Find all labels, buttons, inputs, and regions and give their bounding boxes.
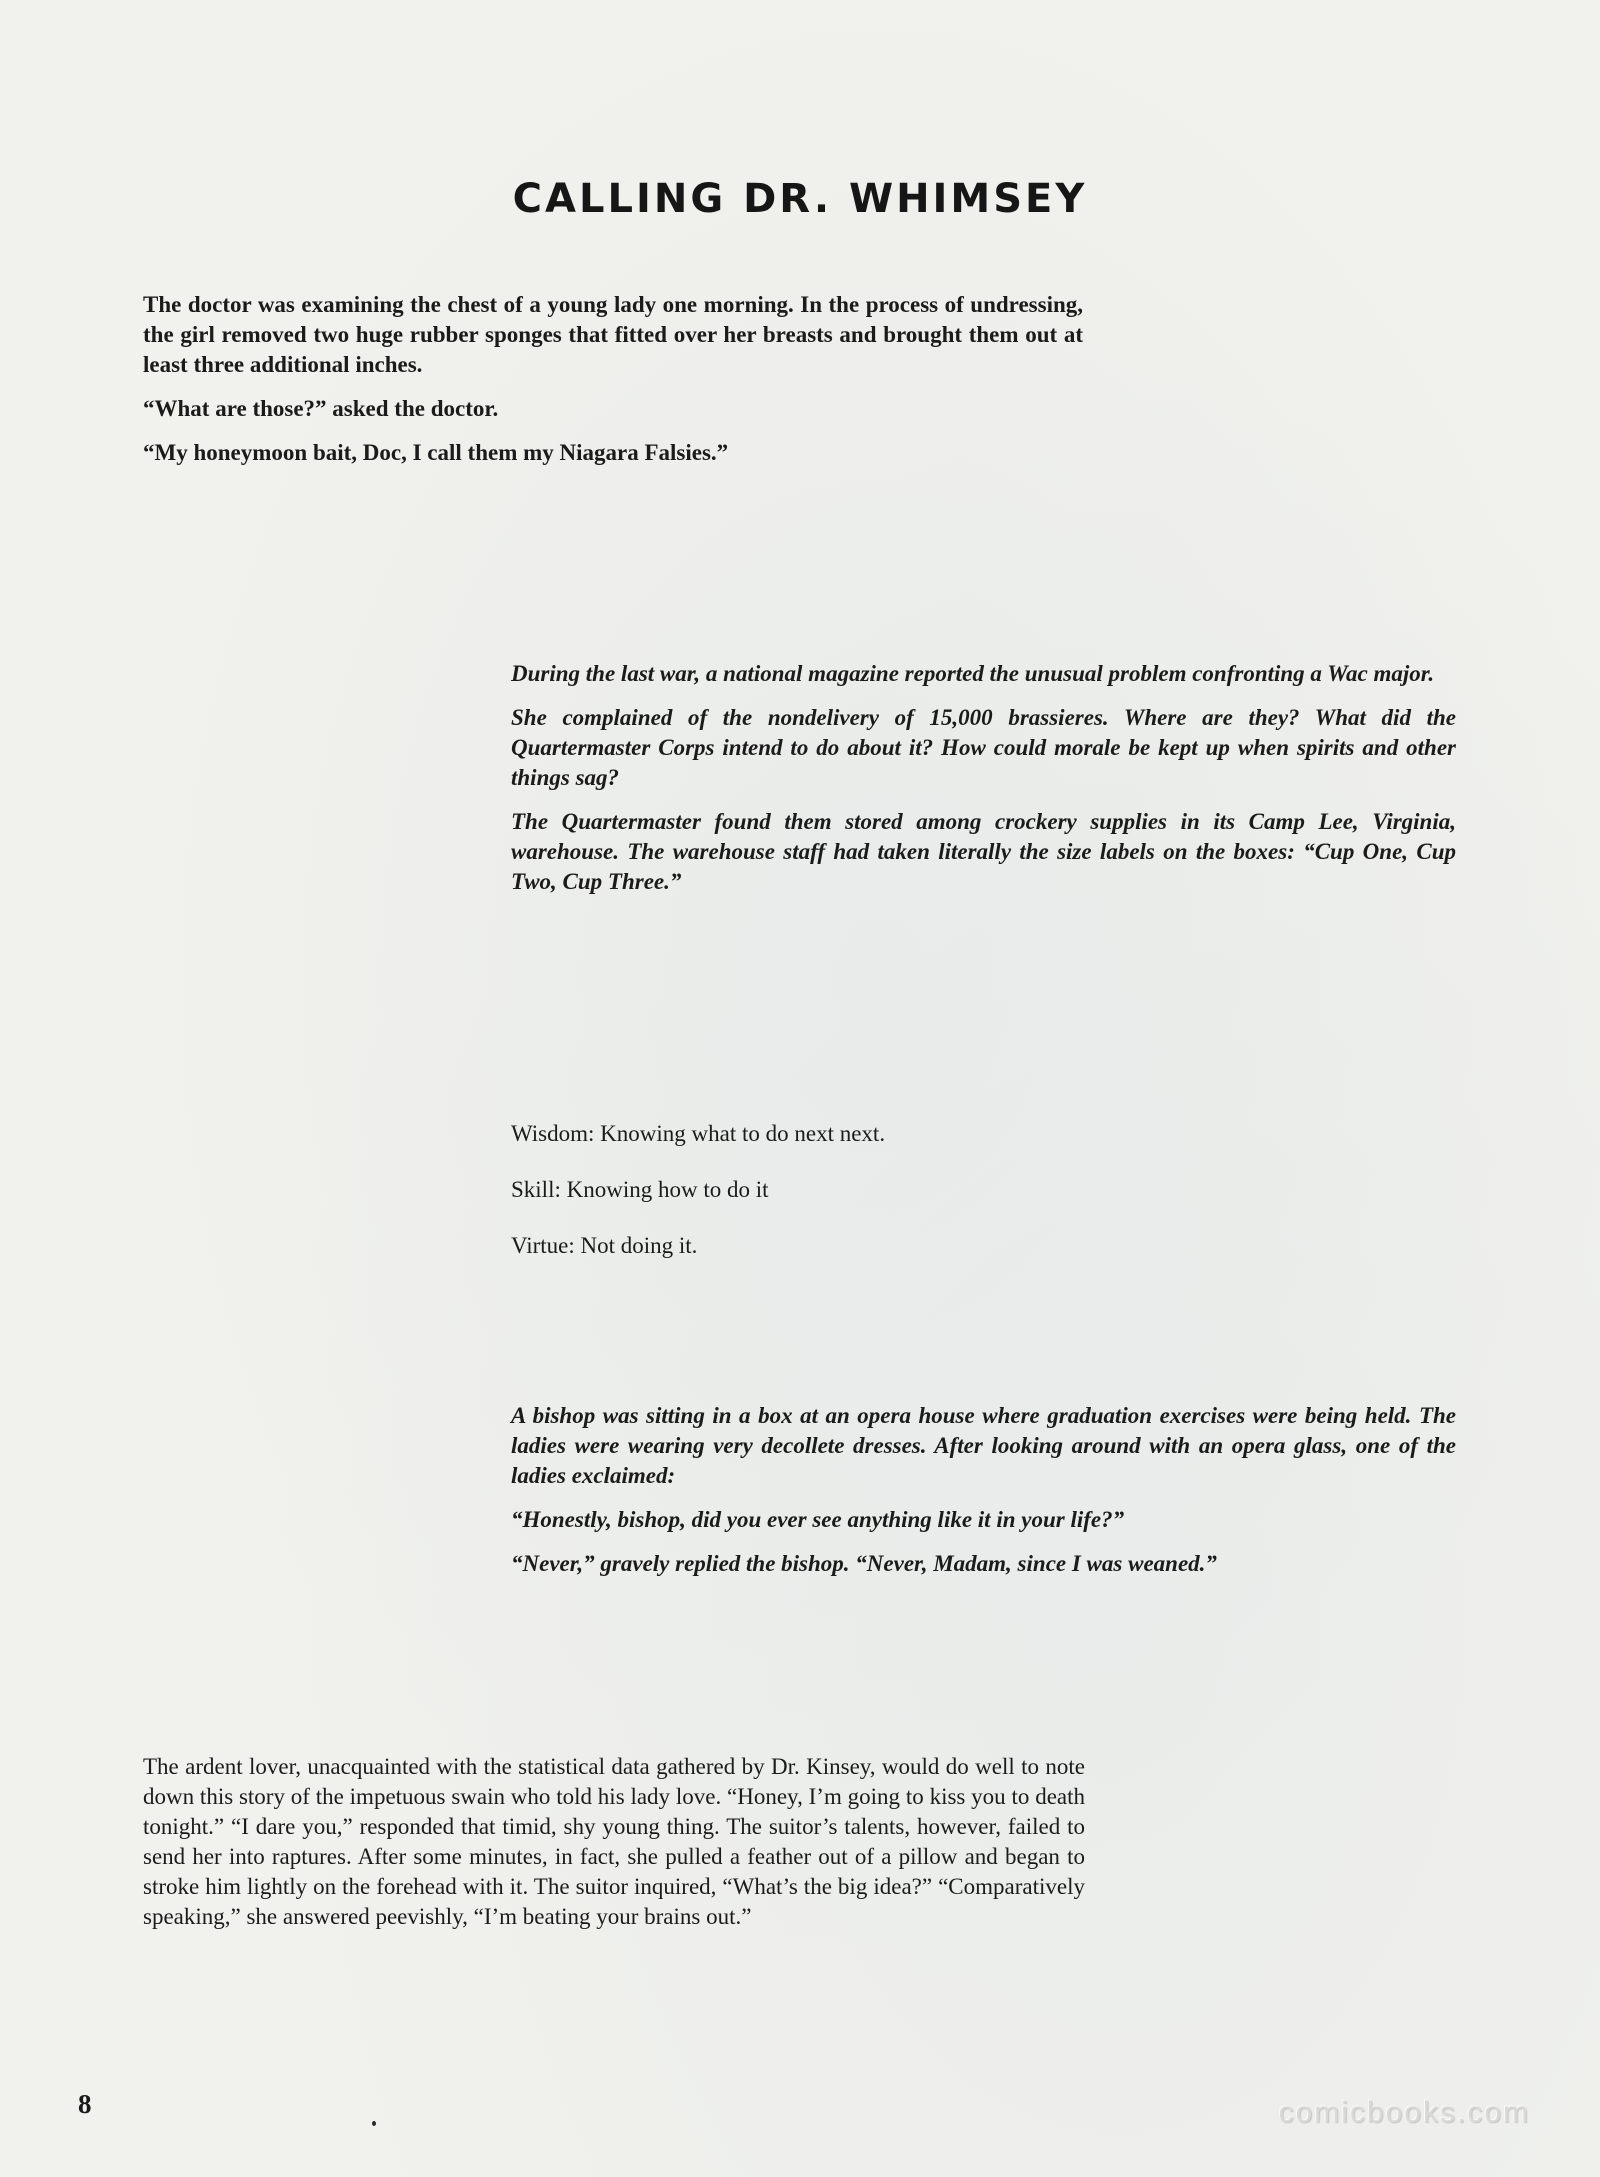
bishop-story xyxy=(511,1401,1456,1593)
doctor-joke-paragraph: “My honeymoon bait, Doc, I call them my Niagara Falsies.” xyxy=(143,440,729,465)
lover-story-paragraph: The ardent lover, unacquainted with the statistical data gathered by Dr. Kinsey, would do well to note down this story of the impetuous swain who told his lady love. “Honey, I’m going to kiss you to death tonight.” “I dare you,” responded that timid, shy young thing. The suitor’s talents, however, failed to send her into raptures. After some minutes, in fact, she pulled a feather out of a pillow and began to stroke him lightly on the forehead with it. The suitor inquired, “What’s the big idea?” “Comparatively speaking,” she answered peevishly, “I’m beating your brains out.” xyxy=(143,1754,1085,1929)
bishop-story-paragraph: A bishop was sitting in a box at an opera house where graduation exercises were being held. The ladies were wearing very decollete dresses. After looking around with an opera glass, one of the ladies exclaimed: xyxy=(511,1403,1456,1488)
skill-line: Skill: Knowing how to do it xyxy=(511,1177,769,1202)
wac-story-paragraph: The Quartermaster found them stored among crockery supplies in its Camp Lee, Virginia, warehouse. The warehouse staff had taken literally the size labels on the boxes: “Cup One, Cup Two, Cup Three.” xyxy=(511,809,1456,894)
page-number: 8 xyxy=(78,2089,92,2119)
doctor-joke xyxy=(143,290,1083,482)
wac-story xyxy=(511,659,1456,911)
wisdom-line: Wisdom: Knowing what to do next next. xyxy=(511,1121,886,1146)
virtue-line: Virtue: Not doing it. xyxy=(511,1233,698,1258)
bishop-story-paragraph: “Honestly, bishop, did you ever see anything like it in your life?” xyxy=(511,1507,1125,1532)
watermark: comicbooks.com xyxy=(1278,2096,1530,2129)
wac-story-paragraph: She complained of the nondelivery of 15,000 brassieres. Where are they? What did the Quartermaster Corps intend to do about it? How could morale be kept up when spirits and other things sag? xyxy=(511,705,1456,790)
bishop-story-paragraph: “Never,” gravely replied the bishop. “Never, Madam, since I was weaned.” xyxy=(511,1551,1217,1576)
ink-speck xyxy=(372,2121,376,2126)
doctor-joke-paragraph: “What are those?” asked the doctor. xyxy=(143,396,499,421)
wisdom-definitions xyxy=(511,1119,1111,1287)
lover-story xyxy=(143,1752,1085,1932)
wac-story-paragraph: During the last war, a national magazine reported the unusual problem confronting a Wac major. xyxy=(511,661,1435,686)
page-title: CALLING DR. WHIMSEY xyxy=(512,176,1088,222)
doctor-joke-paragraph: The doctor was examining the chest of a young lady one morning. In the process of undressing, the girl removed two huge rubber sponges that fitted over her breasts and brought them out at least three additional inches. xyxy=(143,292,1083,377)
